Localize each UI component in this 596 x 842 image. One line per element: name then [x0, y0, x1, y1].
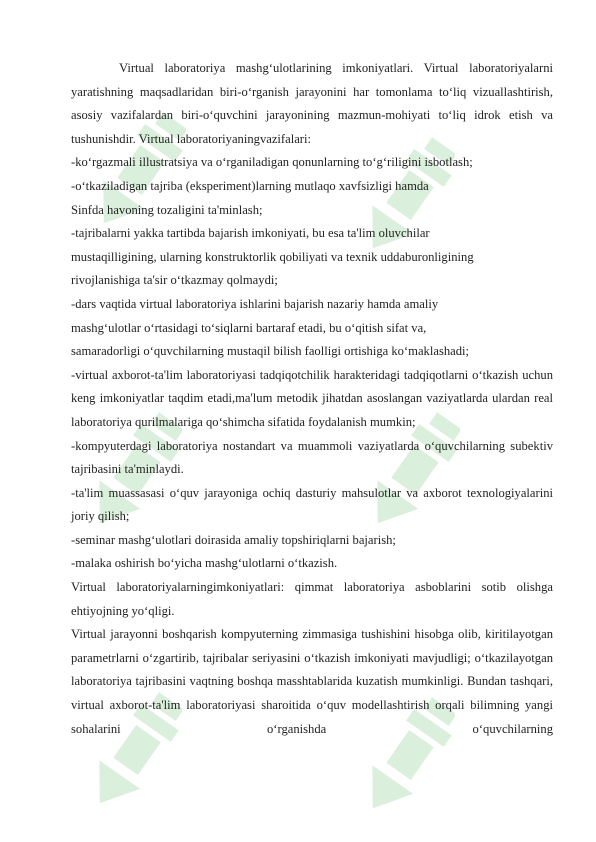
list-item: -ko‘rgazmali illustratsiya va o‘rganiladigan qonunlarning to‘g‘riligini isbotlash; — [71, 155, 473, 170]
paragraph: Virtual jarayonni boshqarish kompyuterning zimmasiga tushishini hisobga olib, kiritilayotgan parametrlarni o‘zgartirib, tajribalar seriyasini o‘tkazish imkoniyati mavjudligi; o‘tkazilayotgan laboratoriya tajribasini vaqtning boshqa masshtablarida kuzatish mumkinligi. Bundan tashqari, virtual axborot-ta'lim laboratoriyasi sharoitida o‘quv modellashtirish orqali bilimning yangi sohalarini o‘rganishda o‘quvchilarning — [71, 627, 553, 736]
list-item: -tajribalarni yakka tartibda bajarish imkoniyati, bu esa ta'lim oluvchilar — [71, 226, 430, 241]
paragraph: Virtual laboratoriya mashg‘ulotlarining imkoniyatlari. Virtual laboratoriyalarni yaratishning maqsadlaridan biri-o‘rganish jarayonini har tomonlama to‘liq vizuallashtirish, asosiy vazifalardan biri-o‘quvchini jarayonining mazmun-mohiyati to‘liq idrok etish va tushunishdir. Virtual laboratoriyaningvazifalari: — [71, 61, 553, 146]
paragraph: Sinfda havoning tozaligini ta'minlash; — [71, 202, 263, 217]
list-item: -seminar mashg‘ulotlari doirasida amaliy topshiriqlarni bajarish; — [71, 532, 396, 547]
paragraph: Virtual laboratoriyalarningimkoniyatlari: qimmat laboratoriya asboblarini sotib olishga ehtiyojning yo‘qligi. — [71, 580, 553, 618]
list-item: -o‘tkaziladigan tajriba (eksperiment)larning mutlaqo xavfsizligi hamda — [71, 178, 429, 193]
list-item: -ta'lim muassasasi o‘quv jarayoniga ochiq dasturiy mahsulotlar va axborot texnologiyalarini joriy qilish; — [71, 485, 553, 524]
paragraph: rivojlanishiga ta'sir o‘tkazmay qolmaydi; — [71, 273, 278, 288]
list-item: -malaka oshirish bo‘yicha mashg‘ulotlarni o‘tkazish. — [71, 556, 338, 571]
list-item: -kompyuterdagi laboratoriya nostandart va muammoli vaziyatlarda o‘quvchilarning subektiv tajribasini ta'minlaydi. — [71, 438, 553, 477]
paragraph: samaradorligi o‘quvchilarning mustaqil bilish faolligi ortishiga ko‘maklashadi; — [71, 344, 470, 359]
paragraph: mashg‘ulotlar o‘rtasidagi to‘siqlarni bartaraf etadi, bu o‘qitish sifat va, — [71, 320, 427, 335]
paragraph: mustaqilligining, ularning konstruktorlik qobiliyati va texnik uddaburonligining — [71, 249, 474, 264]
document-body — [71, 57, 553, 741]
list-item: -dars vaqtida virtual laboratoriya ishlarini bajarish nazariy hamda amaliy — [71, 296, 439, 311]
list-item: -virtual axborot-ta'lim laboratoriyasi tadqiqotchilik harakteridagi tadqiqotlarni o‘tkazish uchun keng imkoniyatlar taqdim etadi,ma'lum metodik jihatdan asoslangan vaziyatlarda ulardan real laboratoriya qurilmalariga qo‘shimcha sifatida foydalanish mumkin; — [71, 367, 553, 429]
